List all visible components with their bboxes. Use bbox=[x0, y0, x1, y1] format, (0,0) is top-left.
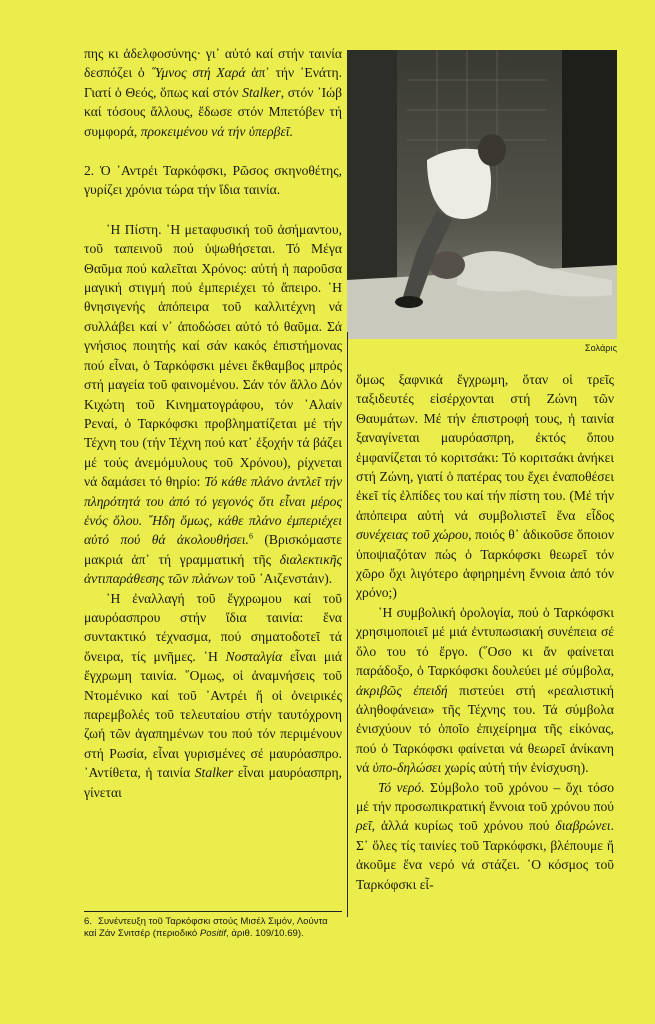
paragraph-faith: ῾Η Πίστη. ῾Η μεταφυσική τοῦ ἀσήμαντου, τοῦ ταπεινοῦ πού ὑψωθήσεται. Τό Μέγα Θαῦμα πού καλεῖται Χρόνος: αὐτή ἡ παροῦσα μαγική στιγμή πού ἐμπεριέχει τό ἄπειρο. ῾Η θνησιγενής ἀπόπειρα τοῦ καλλιτέχνη νά συλλάβει καί ν᾽ ἀποδώσει αὐτό τό θαῦμα. Σά γνήσιος ποιητής καί σάν κακός ἐπιστήμονας πού εἶναι, ὁ Ταρκόφσκι μένει ἔκθαμβος μπρός στή μαγεία τοῦ φαινομένου. Σάν τόν ἄλλο Δόν Κιχώτη τοῦ Κινηματογράφου, τόν ᾽Αλαίν Ρεναί, ὁ Ταρκόφσκι προβληματίζεται μέ τήν Τέχνη του (τήν Τέχνη πού κατ᾽ ἐξοχήν τά βάζει μέ τούς ἀνεμόμυλους τοῦ Χρόνου), ρίχνεται νά δαμάσει τό θηρίο: Τό κάθε πλάνο ἀντλεῖ τήν πληρότητά του ἀπό τό γεγονός ὅτι εἶναι μέρος ἑνός ὅλου. ῎Ηδη ὅμως, κάθε πλάνο ἐμπεριέχει αὐτό πού θά ἀκολουθήσει.$^6$ (Βρισκόμαστε μακριά ἀπ᾽ τή γραμματική τῆς διαλεκτικῆς ἀντιπαράθεσης τῶν πλάνων τοῦ ᾽Αιζενστάιν). bbox=[84, 221, 342, 587]
paragraph-opening: πης κι ἀδελφοσύνης· γι᾽ αὐτό καί στήν ταινία δεσπόζει ὁ ῞Υμνος στή Χαρά ἀπ᾽ τήν ᾽Ενάτη. Γιατί ὁ Θεός, ὅπως καί στόν Stalker, στόν ᾽Ιώβ καί τόσους ἄλλους, ἔδωσε στόν Μπετόβεν τή συμφορά, προκειμένου νά τήν ὑπερβεῖ. bbox=[84, 46, 342, 139]
column-divider bbox=[347, 332, 348, 917]
right-column bbox=[356, 370, 614, 918]
paragraph-water: Τό νερό. Σύμβολο τοῦ χρόνου – ὄχι τόσο μέ τήν προσωπικρατική ἔννοια τοῦ χρόνου πού ρεῖ, ἀλλά κυρίως τοῦ χρόνου πού διαβρώνει. Σ᾽ ὅλες τίς ταινίες τοῦ Ταρκόφσκι, βλέπουμε ἤ ἀκοῦμε ἕνα νερό νά στάζει. ῾Ο κόσμος τοῦ Ταρκόφσκι εἶ- bbox=[356, 779, 614, 892]
footnote-marker: 6 bbox=[248, 531, 253, 541]
left-column bbox=[84, 44, 342, 914]
paragraph-zone: ὅμως ξαφνικά ἔγχρωμη, ὅταν οἱ τρεῖς ταξιδευτές εἰσέρχονται στή Ζώνη τῶν Θαυμάτων. Μέ τήν ἐπιστροφή τους, ἡ ταινία ξαναγίνεται μαυρόασπρη, ἐκτός ὅπου ἐμφανίζεται τό κοριτσάκι: Τό κοριτσάκι ἀνήκει στή Ζώνη, γιατί ὁ πατέρας του ἔχει ἐναποθέσει ἐκεῖ τίς ἐλπίδες του καί τήν πίστη του. (Μέ τήν ἀπόπειρα αὐτή νά συμβολιστεῖ ἕνα εἶδος συνέχειας τοῦ χώρου, ποιός θ᾽ ἀδικοῦσε ὅποιον ὑποψιαζόταν πώς ὁ Ταρκόφσκι θεωρεῖ τόν χῶρο ὄχι λιγότερο ἀφηρημένη ἔννοια ἀπό τόν χρόνο;) bbox=[356, 372, 614, 601]
photo-caption: Σολάρις bbox=[584, 343, 617, 353]
footnote: 6. Συνέντευξη τοῦ Ταρκόφσκι στούς Μισέλ Σιμόν, Λούντα καί Ζάν Σνιτσέρ (περιοδικό Positif, ἀριθ. 109/10.69). bbox=[84, 916, 328, 940]
paragraph-color: ῾Η ἐναλλαγή τοῦ ἔγχρωμου καί τοῦ μαυρόασπρου στήν ἴδια ταινία: ἕνα συντακτικό τέχνασμα, πού σηματοδοτεῖ τά ὄνειρα, τίς μνῆμες. ῾Η Νοσταλγία εἶναι μιά ἔγχρωμη ταινία. ῞Ομως, οἱ ἀναμνήσεις τοῦ Ντομένικο καί τοῦ ᾽Αντρέι ἤ οἱ ὀνειρικές παρεμβολές τοῦ τελευταίου στήν ταυτόχρονη ζωή τῶν ἀγαπημένων του πού τόν περιμένουν στή Ρωσία, εἶναι γυρισμένες σέ μαυρόασπρο. ᾽Αντίθετα, ἡ ταινία Stalker εἶναι μαυρόασπρη, γίνεται bbox=[84, 590, 342, 800]
film-still-photo bbox=[347, 50, 617, 339]
section-heading: 2. Ὁ ᾽Αντρέι Ταρκόφσκι, Ρῶσος σκηνοθέτης, γυρίζει χρόνια τώρα τήν ἴδια ταινία. bbox=[84, 163, 342, 198]
footnote-rule bbox=[84, 911, 342, 912]
film-still-illustration bbox=[347, 50, 617, 339]
paragraph-symbolic: ῾Η συμβολική ὁρολογία, πού ὁ Ταρκόφσκι χρησιμοποιεῖ μέ μιά ἐντυπωσιακή συνέπεια σέ ὅλο του τό ἔργο. (῞Οσο κι ἄν φαίνεται παράδοξο, ὁ Ταρκόφσκι δουλεύει μέ σύμβολα, ἀκριβῶς ἐπειδή πιστεύει στή «ρεαλιστική ἀληθοφάνεια» τῆς Τέχνης του. Τά σύμβολα ἐνισχύουν τό ὁποῖο ἐπιχείρημα τῆς εἰκόνας, πού ὁ Ταρκόφσκι φαίνεται νά θεωρεῖ ἀνίκανη νά ὑπο-δηλώσει χωρίς αὐτή τήν ἐνίσχυση). bbox=[356, 604, 614, 776]
